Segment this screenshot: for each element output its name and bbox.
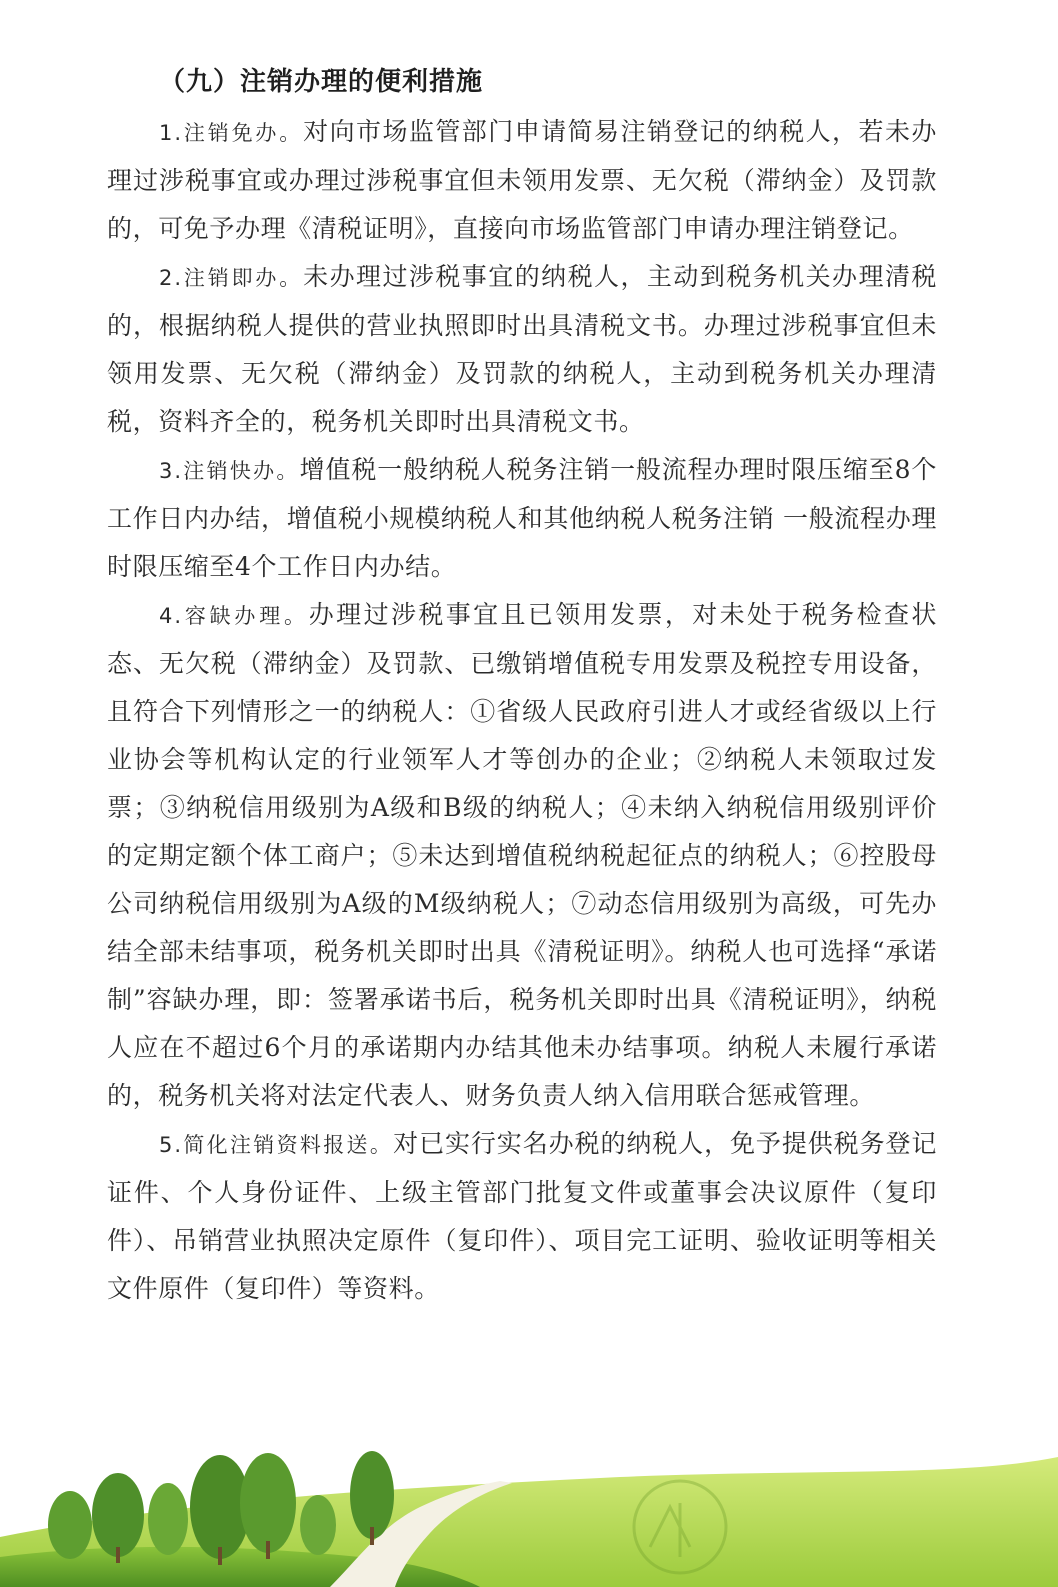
grass-landscape-illustration — [0, 1407, 1058, 1587]
paragraph-4-text: 办理过涉税事宜且已领用发票，对未处于税务检查状态、无欠税（滞纳金）及罚款、已缴销增值税专用发票及税控专用设备，且符合下列情形之一的纳税人：①省级人民政府引进人才或经省级以上行业协会等机构认定的行业领军人才等创办的企业；②纳税人未领取过发票；③纳税信用级别为A级和B级的纳税人；④未纳入纳税信用级别评价的定期定额个体工商户；⑤未达到增值税纳税起征点的纳税人；⑥控股母公司纳税信用级别为A级的M级纳税人；⑦动态信用级别为高级，可先办结全部未结事项，税务机关即时出具《清税证明》。纳税人也可选择“承诺制”容缺办理，即：签署承诺书后，税务机关即时出具《清税证明》，纳税人应在不超过6个月的承诺期内办结其他未办结事项。纳税人未履行承诺的，税务机关将对法定代表人、财务负责人纳入信用联合惩戒管理。 — [107, 600, 937, 1110]
paragraph-4-lead: 4.容缺办理。 — [159, 604, 309, 628]
paragraph-3-lead: 3.注销快办。 — [159, 459, 300, 483]
paragraph-1 — [107, 108, 937, 253]
paragraph-5 — [107, 1120, 937, 1313]
paragraph-5-lead: 5.简化注销资料报送。 — [159, 1133, 394, 1157]
paragraph-2-lead: 2.注销即办。 — [159, 266, 304, 290]
paragraph-2 — [107, 253, 937, 446]
paragraph-4 — [107, 591, 937, 1120]
paragraph-3-text: 增值税一般纳税人税务注销一般流程办理时限压缩至8个工作日内办结，增值税小规模纳税人和其他纳税人税务注销 一般流程办理时限压缩至4个工作日内办结。 — [107, 455, 937, 581]
landscape-graphic — [0, 1407, 1058, 1587]
document-body — [107, 58, 937, 1313]
paragraph-2-text: 未办理过涉税事宜的纳税人，主动到税务机关办理清税的，根据纳税人提供的营业执照即时出具清税文书。办理过涉税事宜但未领用发票、无欠税（滞纳金）及罚款的纳税人，主动到税务机关办理清税，资料齐全的，税务机关即时出具清税文书。 — [107, 262, 937, 436]
paragraph-5-text: 对已实行实名办税的纳税人，免予提供税务登记证件、个人身份证件、上级主管部门批复文件或董事会决议原件（复印件）、吊销营业执照决定原件（复印件）、项目完工证明、验收证明等相关文件原件（复印件）等资料。 — [107, 1129, 937, 1303]
section-heading: （九）注销办理的便利措施 — [159, 67, 484, 97]
paragraph-1-lead: 1.注销免办。 — [159, 121, 304, 145]
paragraph-3 — [107, 446, 937, 591]
paragraph-1-text: 对向市场监管部门申请简易注销登记的纳税人，若未办理过涉税事宜或办理过涉税事宜但未领用发票、无欠税（滞纳金）及罚款的，可免予办理《清税证明》，直接向市场监管部门申请办理注销登记。 — [107, 117, 937, 243]
